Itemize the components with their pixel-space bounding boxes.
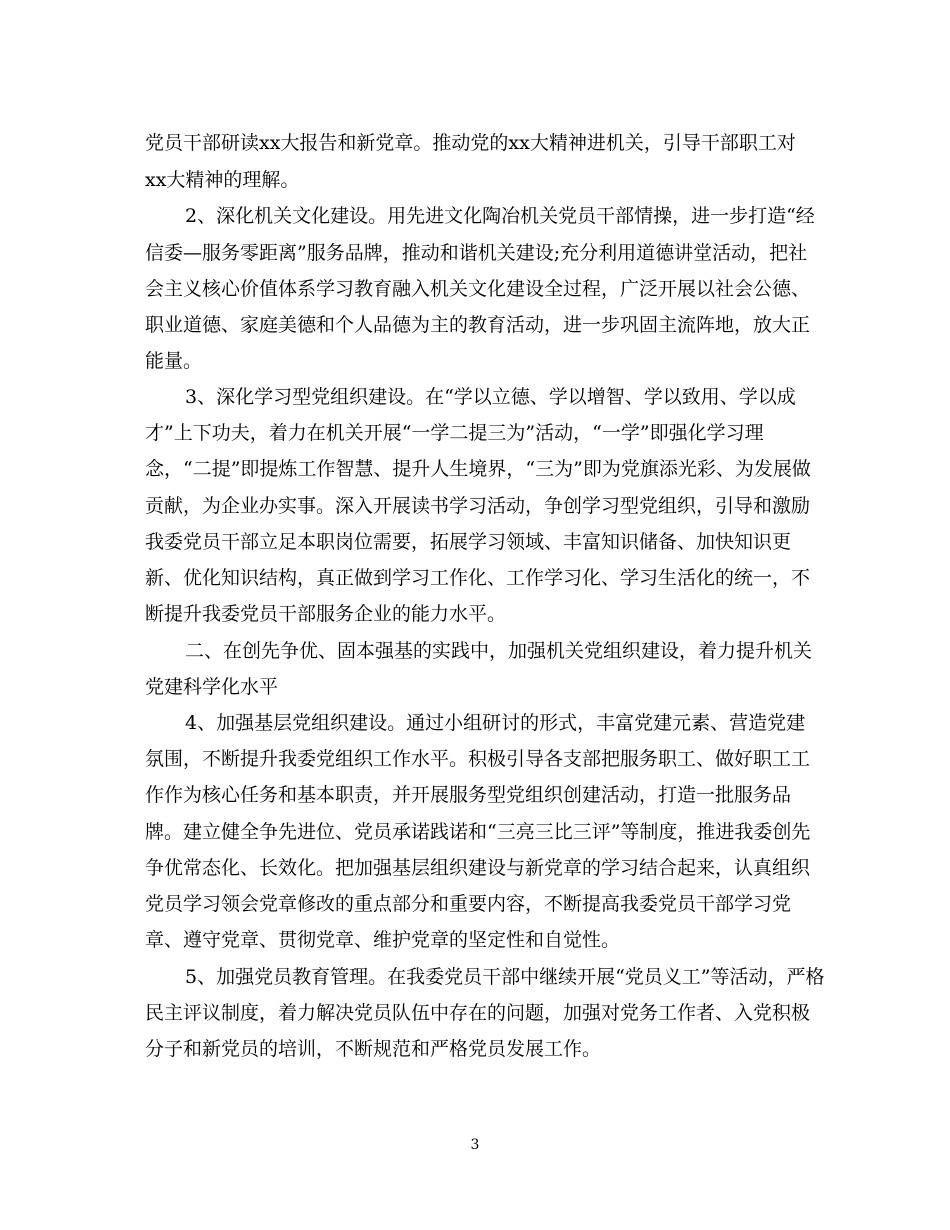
text-line: xx大精神的理解。 bbox=[145, 169, 300, 191]
text-line: 念，“二提”即提炼工作智慧、提升人生境界，“三为”即为党旗添光彩、为发展做 bbox=[145, 458, 811, 480]
text-line: 我委党员干部立足本职岗位需要，拓展学习领域、丰富知识储备、加快知识更 bbox=[145, 531, 792, 553]
text-line: 5、加强党员教育管理。在我委党员干部中继续开展“党员义工”等活动，严格 bbox=[185, 966, 825, 988]
text-line: 信委—服务零距离”服务品牌，推动和谐机关建设;充分利用道德讲堂活动，把社 bbox=[145, 242, 808, 264]
text-line: 党员干部研读xx大报告和新党章。推动党的xx大精神进机关，引导干部职工对 bbox=[145, 132, 796, 154]
text-line: 党员学习领会党章修改的重点部分和重要内容，不断提高我委党员干部学习党 bbox=[145, 893, 792, 915]
text-line: 作作为核心任务和基本职责，并开展服务型党组织创建活动，打造一批服务品 bbox=[145, 784, 792, 806]
text-line: 断提升我委党员干部服务企业的能力水平。 bbox=[145, 603, 507, 625]
text-line: 4、加强基层党组织建设。通过小组研讨的形式，丰富党建元素、营造党建 bbox=[185, 712, 806, 734]
page-number: 3 bbox=[470, 1137, 480, 1153]
text-line: 贡献，为企业办实事。深入开展读书学习活动，争创学习型党组织，引导和激励 bbox=[145, 495, 811, 517]
text-line: 牌。建立健全争先进位、党员承诺践诺和“三亮三比三评”等制度，推进我委创先 bbox=[145, 821, 811, 843]
text-line: 职业道德、家庭美德和个人品德为主的教育活动，进一步巩固主流阵地，放大正 bbox=[145, 314, 811, 336]
text-line: 民主评议制度，着力解决党员队伍中存在的问题，加强对党务工作者、入党积极 bbox=[145, 1002, 811, 1024]
text-line: 新、优化知识结构，真正做到学习工作化、工作学习化、学习生活化的统一，不 bbox=[145, 567, 811, 589]
text-line: 章、遵守党章、贯彻党章、维护党章的坚定性和自觉性。 bbox=[145, 929, 621, 951]
text-line: 2、深化机关文化建设。用先进文化陶冶机关党员干部情操，进一步打造“经 bbox=[185, 205, 815, 227]
text-line: 二、在创先争优、固本强基的实践中，加强机关党组织建设，着力提升机关 bbox=[185, 640, 813, 662]
text-line: 才”上下功夫，着力在机关开展“一学二提三为”活动，“一学”即强化学习理 bbox=[145, 422, 764, 444]
text-line: 会主义核心价值体系学习教育融入机关文化建设全过程，广泛开展以社会公德、 bbox=[145, 278, 811, 300]
text-line: 能量。 bbox=[145, 350, 203, 372]
text-line: 3、深化学习型党组织建设。在“学以立德、学以增智、学以致用、学以成 bbox=[185, 386, 796, 408]
text-line: 党建科学化水平 bbox=[145, 676, 279, 698]
text-line: 争优常态化、长效化。把加强基层组织建设与新党章的学习结合起来，认真组织 bbox=[145, 857, 811, 879]
text-line: 分子和新党员的培训，不断规范和严格党员发展工作。 bbox=[145, 1038, 602, 1060]
text-line: 氛围，不断提升我委党组织工作水平。积极引导各支部把服务职工、做好职工工 bbox=[145, 748, 811, 770]
